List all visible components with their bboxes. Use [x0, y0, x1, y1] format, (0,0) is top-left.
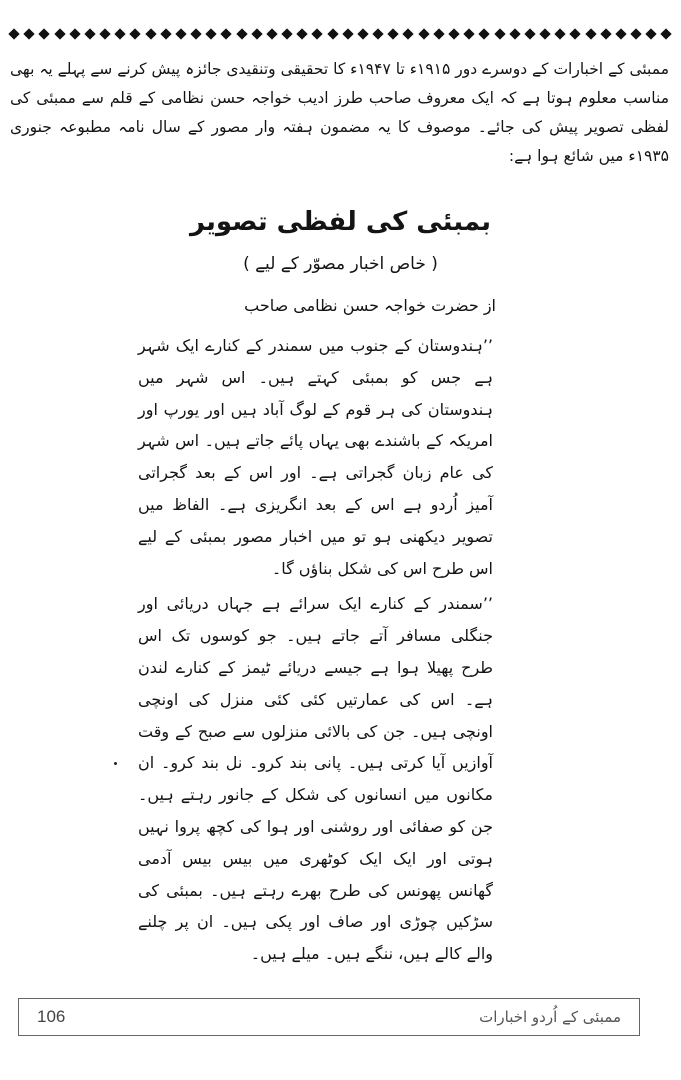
rule-dot — [312, 28, 323, 39]
intro-paragraph — [10, 55, 669, 171]
rule-dot — [160, 28, 171, 39]
rule-dot — [54, 28, 65, 39]
rule-dot — [69, 28, 80, 39]
rule-dot — [281, 28, 292, 39]
rule-dot — [175, 28, 186, 39]
rule-dot — [646, 28, 657, 39]
rule-dot — [403, 28, 414, 39]
rule-dot — [372, 28, 383, 39]
rule-dot — [24, 28, 35, 39]
scan-speck — [114, 762, 117, 765]
article-title: بمبئی کی لفظی تصویر — [189, 207, 492, 237]
rule-dot — [463, 28, 474, 39]
rule-dot — [661, 28, 672, 39]
rule-dot — [433, 28, 444, 39]
rule-dot — [84, 28, 95, 39]
rule-dot — [99, 28, 110, 39]
rule-dot — [630, 28, 641, 39]
page-number: 106 — [37, 1007, 66, 1026]
rule-dot — [509, 28, 520, 39]
rule-dot — [555, 28, 566, 39]
rule-dot — [297, 28, 308, 39]
rule-dot — [524, 28, 535, 39]
rule-dot — [342, 28, 353, 39]
article-paragraph: ’’ہندوستان کے جنوب میں سمندر کے کنارے ایک شہر ہے جس کو بمبئی کہتے ہیں۔ اس شہر میں ہندوستان کی ہر قوم کے لوگ آباد ہیں اور یورپ اور امریکہ کے باشندے بھی یہاں پائے جاتے ہیں۔ اس شہر کی عام زبان گجراتی ہے۔ اور اس کے بعد گجراتی آمیز اُردو ہے اس کے بعد انگریزی ہے۔ الفاظ میں تصویر دیکھنی ہو تو میں اخبار مصور بمبئی کے لیے اس طرح اس کی شکل بناؤں گا۔ — [138, 336, 493, 578]
rule-dot — [448, 28, 459, 39]
rule-dot — [539, 28, 550, 39]
article-paragraph: ’’سمندر کے کنارے ایک سرائے ہے جہاں دریائی اور جنگلی مسافر آتے جاتے ہیں۔ جو کوسوں تک اس طرح پھیلا ہوا ہے جیسے دریائے ٹیمز کے کنارے لندن ہے۔ اس کی عمارتیں کئی کئی منزل کی اونچی اونچی ہیں۔ جن کی بالائی منزلوں سے صبح کے وقت آوازیں آیا کرتی ہیں۔ پانی بند کرو۔ نل بند کرو۔ ان مکانوں میں انسانوں کی شکل کے جانور رہتے ہیں۔ جن کو صفائی اور روشنی اور ہوا کی کچھ پروا نہیں ہوتی اور ایک ایک کوٹھری میں بیس بیس آدمی گھانس پھونس کی طرح بھرے رہتے ہیں۔ بمبئی کی سڑکیں چوڑی اور صاف اور پکی ہیں۔ ان پر چلنے والے کالے ہیں، ننگے ہیں۔ میلے ہیں۔ — [138, 594, 493, 964]
rule-dot — [418, 28, 429, 39]
article-author: از حضرت خواجہ حسن نظامی صاحب — [244, 296, 496, 315]
article-body — [138, 330, 493, 970]
rule-dot — [190, 28, 201, 39]
rule-dot — [145, 28, 156, 39]
running-title: ممبئی کے اُردو اخبارات — [479, 1008, 621, 1026]
rule-dot — [479, 28, 490, 39]
rule-dot — [130, 28, 141, 39]
rule-dot — [357, 28, 368, 39]
article-subtitle: ( خاص اخبار مصوّر کے لیے ) — [243, 254, 438, 274]
rule-dot — [39, 28, 50, 39]
rule-dot — [266, 28, 277, 39]
rule-dot — [585, 28, 596, 39]
rule-dot — [236, 28, 247, 39]
rule-dot — [570, 28, 581, 39]
rule-dot — [221, 28, 232, 39]
rule-dot — [115, 28, 126, 39]
page-footer — [18, 998, 640, 1036]
rule-dot — [8, 28, 19, 39]
rule-dot — [206, 28, 217, 39]
top-ornamental-rule — [10, 26, 671, 42]
rule-dot — [388, 28, 399, 39]
rule-dot — [327, 28, 338, 39]
intro-text: ممبئی کے اخبارات کے دوسرے دور ۱۹۱۵ء تا ۱۹۴۷ء کا تحقیقی وتنقیدی جائزہ پیش کرنے سے پہلے یہ بھی مناسب معلوم ہوتا ہے کہ ایک معروف صاحب طرز ادیب خواجہ حسن نظامی کے قلم سے ممبئی کی لفظی تصویر پیش کی جائے۔ موصوف کا یہ مضمون ہفتہ وار مصور کے سال نامہ مطبوعہ جنوری ۱۹۳۵ء میں شائع ہوا ہے: — [10, 60, 670, 165]
rule-dot — [251, 28, 262, 39]
rule-dot — [615, 28, 626, 39]
rule-dot — [600, 28, 611, 39]
rule-dot — [494, 28, 505, 39]
